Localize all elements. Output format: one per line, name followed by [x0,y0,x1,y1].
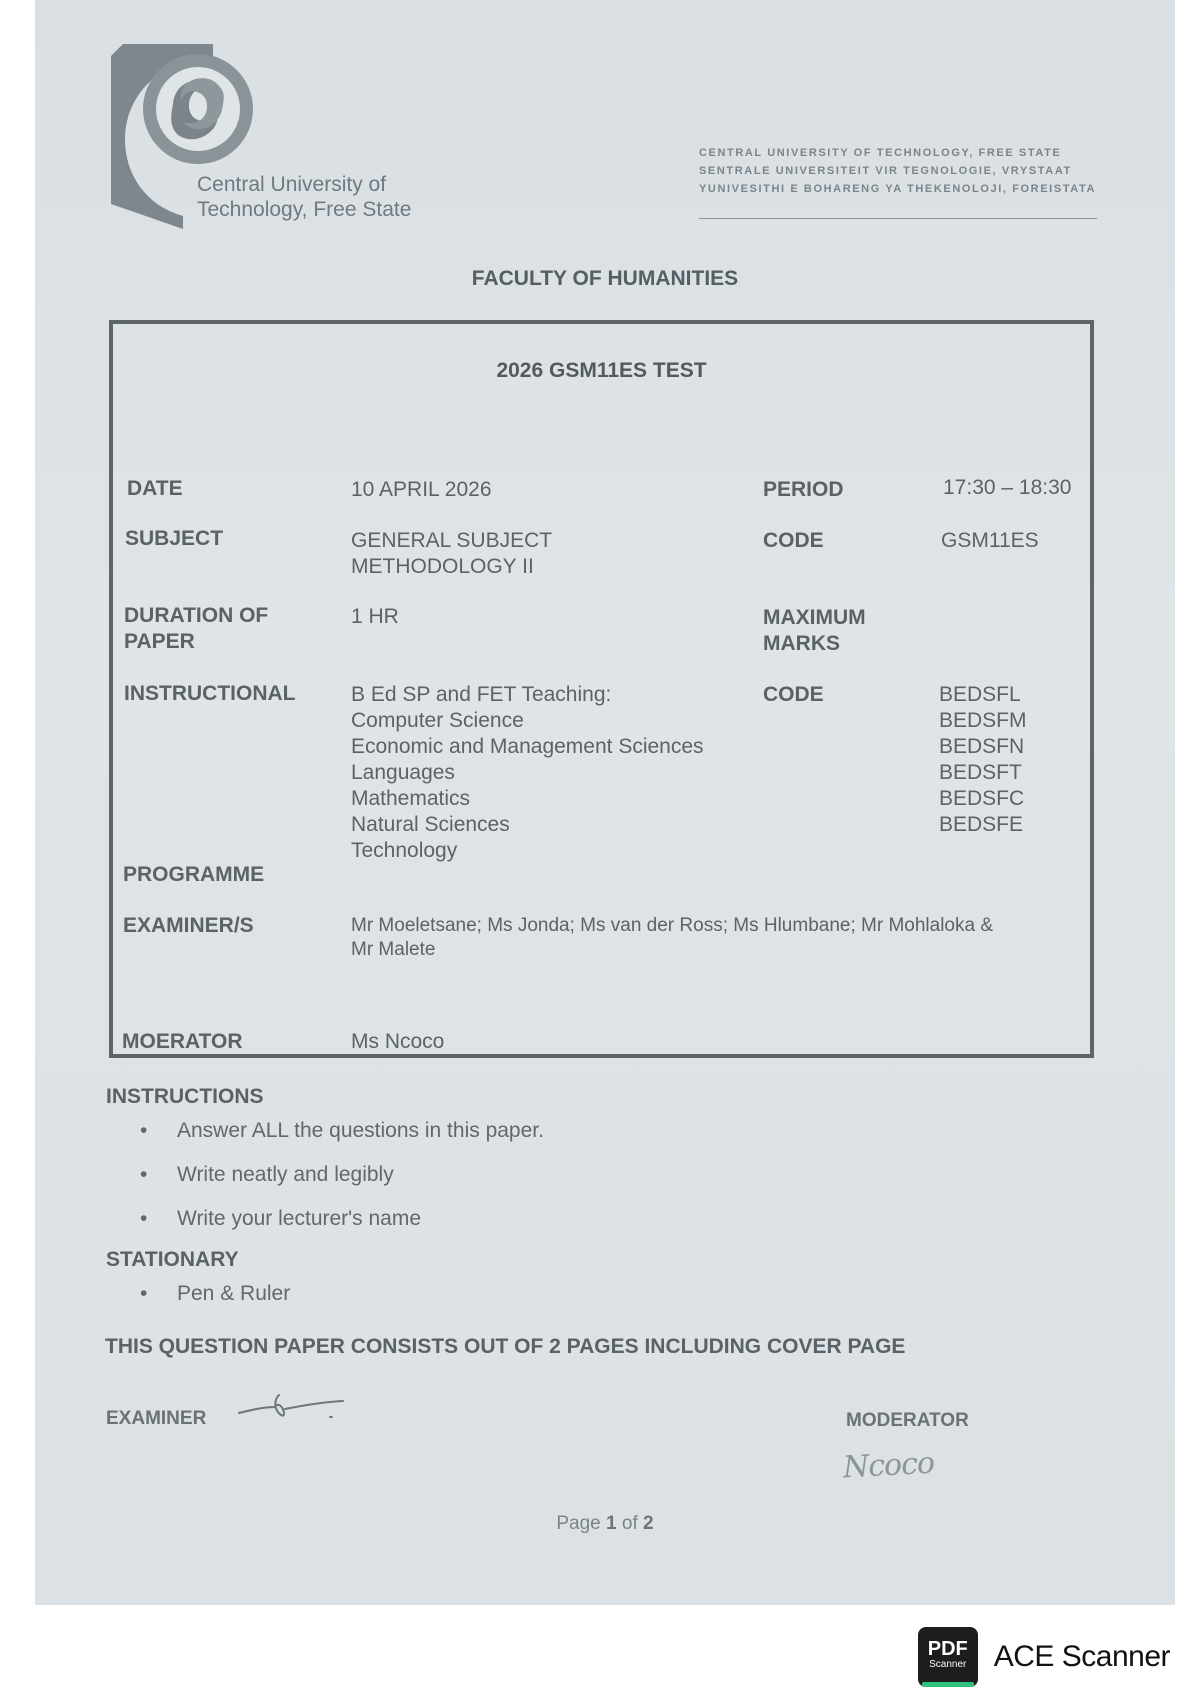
max-marks-label [763,605,866,657]
moderator-value: Ms Ncoco [351,1030,445,1053]
programme-code: BEDSFC [939,787,1025,810]
programme-code: BEDSFT [939,761,1022,784]
logo-top-text: PDF [927,1638,968,1660]
subject-label: SUBJECT [125,527,224,550]
programme-item: Languages [351,761,455,784]
instructions-heading: INSTRUCTIONS [106,1085,264,1108]
logo-wordmark [197,172,411,222]
uni-name-english: CENTRAL UNIVERSITY OF TECHNOLOGY, FREE STATE [699,147,1062,159]
test-title: 2026 GSM11ES TEST [496,359,707,382]
programme-code-list [939,682,1027,838]
stationary-item: • Pen & Ruler [140,1281,290,1325]
max-marks-label-line2: MARKS [763,632,840,655]
logo-name-line1: Central University of [197,173,387,196]
instruction-item: • Write neatly and legibly [140,1162,544,1206]
logo-accent-bar [922,1682,974,1687]
page-count-notice: THIS QUESTION PAPER CONSISTS OUT OF 2 PAGES INCLUDING COVER PAGE [105,1335,906,1358]
moderator-sign-label: MODERATOR [846,1410,969,1431]
examiner-signature-icon [235,1385,350,1425]
programme-code: BEDSFL [939,683,1021,706]
stationary-heading: STATIONARY [106,1248,239,1271]
programme-item: Economic and Management Sciences [351,735,704,758]
page-of: of [621,1513,638,1534]
duration-value: 1 HR [351,605,399,628]
examiner-sign-label: EXAMINER [106,1408,207,1429]
examiners-value [351,914,993,962]
period-label: PERIOD [763,478,844,501]
programme-code-label: CODE [763,683,824,706]
duration-label-line2: PAPER [124,630,195,653]
instructions-list [140,1118,544,1250]
university-names [699,144,1099,198]
faculty-title: FACULTY OF HUMANITIES [471,267,739,290]
subject-value-line1: GENERAL SUBJECT [351,529,553,552]
uni-name-afrikaans: SENTRALE UNIVERSITEIT VIR TEGNOLOGIE, VRYSTAAT [699,165,1072,177]
scanned-page [35,0,1175,1605]
examiners-label: EXAMINER/S [123,914,254,937]
date-value: 10 APRIL 2026 [351,478,492,501]
duration-label-line1: DURATION OF [124,604,269,627]
logo-name-line2: Technology, Free State [197,198,412,221]
programme-label: PROGRAMME [123,863,265,886]
page-current: 1 [606,1513,617,1534]
moderator-signature: Ncoco [842,1445,935,1486]
examiners-line2: Mr Malete [351,939,436,960]
period-value: 17:30 – 18:30 [943,476,1072,499]
instruction-item: • Write your lecturer's name [140,1206,544,1250]
programme-item: Mathematics [351,787,471,810]
page-total: 2 [643,1513,654,1534]
date-label: DATE [127,477,183,500]
scanner-watermark [918,1627,1170,1687]
duration-label [124,603,268,655]
max-marks-label-line1: MAXIMUM [763,606,866,629]
subject-value-line2: METHODOLOGY II [351,555,534,578]
programme-item: Computer Science [351,709,524,732]
subject-value [351,528,552,580]
stationary-list [140,1281,290,1325]
page-word: Page [556,1513,601,1534]
scanner-brand-name: ACE Scanner [993,1640,1170,1673]
uni-name-sesotho: YUNIVESITHI E BOHARENG YA THEKENOLOJI, FOREISTATA [699,183,1097,195]
code-label: CODE [763,529,824,552]
programme-item: Technology [351,839,458,862]
programme-list [351,682,704,864]
exam-details-box [109,320,1094,1058]
pdf-scanner-logo-icon [918,1627,978,1687]
moderator-label: MOERATOR [122,1030,243,1053]
programme-code: BEDSFE [939,813,1024,836]
programme-item: B Ed SP and FET Teaching: [351,683,612,706]
header-rule [699,218,1097,219]
code-value: GSM11ES [941,529,1039,552]
examiners-line1: Mr Moeletsane; Ms Jonda; Ms van der Ross; Ms Hlumbane; Mr Mohlaloka & [351,915,994,936]
instructional-label: INSTRUCTIONAL [124,682,296,705]
logo-bottom-text: Scanner [929,1659,967,1670]
programme-code: BEDSFM [939,709,1027,732]
page-number [35,1513,1175,1535]
instruction-item: • Answer ALL the questions in this paper. [140,1118,544,1162]
programme-code: BEDSFN [939,735,1025,758]
programme-item: Natural Sciences [351,813,510,836]
